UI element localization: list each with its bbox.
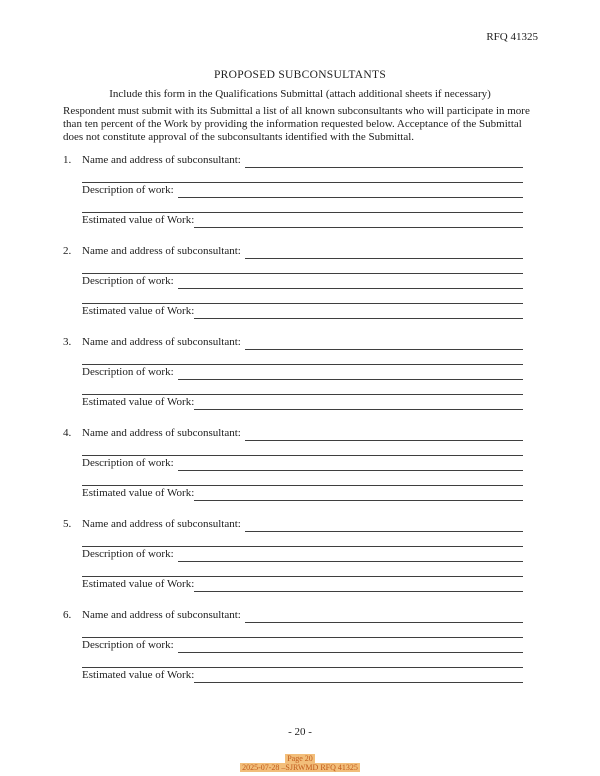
intro-line-1: Respondent must submit with its Submittal a list of all known subconsultants who will participate in more (63, 105, 530, 117)
subconsultant-item (63, 607, 523, 683)
name-label: Name and address of subconsultant: (82, 518, 241, 530)
description-label: Description of work: (82, 457, 174, 469)
name-field-line[interactable] (245, 607, 523, 623)
item-number: 4. (63, 427, 72, 439)
intro-paragraph (63, 105, 540, 144)
estimated-value-field-line[interactable] (194, 395, 523, 410)
form-items (63, 152, 523, 683)
name-field-line-2[interactable] (82, 350, 523, 365)
name-field-line-2[interactable] (82, 168, 523, 183)
name-field-line[interactable] (245, 516, 523, 532)
name-field-line-2[interactable] (82, 259, 523, 274)
description-field-line-2[interactable] (82, 471, 523, 486)
footer-annotation (0, 754, 600, 772)
description-field-line-2[interactable] (82, 198, 523, 213)
intro-line-2: than ten percent of the Work by providing the information requested below. Acceptance of the Submittal (63, 118, 522, 130)
description-field-line[interactable] (178, 547, 523, 562)
item-number: 6. (63, 609, 72, 621)
description-field-line[interactable] (178, 456, 523, 471)
description-label: Description of work: (82, 639, 174, 651)
estimated-value-field-line[interactable] (194, 213, 523, 228)
estimated-value-label: Estimated value of Work: (82, 396, 195, 408)
subconsultant-item (63, 425, 523, 501)
name-label: Name and address of subconsultant: (82, 154, 241, 166)
description-field-line-2[interactable] (82, 380, 523, 395)
item-number: 5. (63, 518, 72, 530)
estimated-value-field-line[interactable] (194, 668, 523, 683)
estimated-value-field-line[interactable] (194, 304, 523, 319)
page-subtitle: Include this form in the Qualifications Submittal (attach additional sheets if necessary) (109, 88, 491, 100)
page-number: - 20 - (288, 726, 312, 738)
item-number: 2. (63, 245, 72, 257)
name-label: Name and address of subconsultant: (82, 427, 241, 439)
estimated-value-field-line[interactable] (194, 577, 523, 592)
rfq-reference: RFQ 41325 (486, 31, 538, 43)
estimated-value-field-line[interactable] (194, 486, 523, 501)
name-field-line[interactable] (245, 243, 523, 259)
subconsultant-item (63, 152, 523, 228)
name-field-line-2[interactable] (82, 623, 523, 638)
name-field-line-2[interactable] (82, 532, 523, 547)
description-label: Description of work: (82, 275, 174, 287)
annotation-page-label: Page 20 (287, 754, 313, 763)
estimated-value-label: Estimated value of Work: (82, 578, 195, 590)
description-field-line[interactable] (178, 365, 523, 380)
name-field-line-2[interactable] (82, 441, 523, 456)
annotation-doc-ref: 2025-07-28 –SJRWMD RFQ 41325 (242, 763, 358, 772)
name-field-line[interactable] (245, 334, 523, 350)
name-label: Name and address of subconsultant: (82, 336, 241, 348)
intro-line-3: does not constitute approval of the subconsultants identified with the Submittal. (63, 131, 415, 143)
subconsultant-item (63, 334, 523, 410)
name-label: Name and address of subconsultant: (82, 609, 241, 621)
description-field-line[interactable] (178, 274, 523, 289)
item-number: 3. (63, 336, 72, 348)
description-field-line-2[interactable] (82, 653, 523, 668)
name-field-line[interactable] (245, 152, 523, 168)
description-field-line-2[interactable] (82, 562, 523, 577)
estimated-value-label: Estimated value of Work: (82, 669, 195, 681)
description-field-line[interactable] (178, 183, 523, 198)
name-label: Name and address of subconsultant: (82, 245, 241, 257)
page-title: PROPOSED SUBCONSULTANTS (213, 69, 387, 81)
estimated-value-label: Estimated value of Work: (82, 487, 195, 499)
item-number: 1. (63, 154, 72, 166)
description-label: Description of work: (82, 548, 174, 560)
subconsultant-item (63, 243, 523, 319)
subconsultant-item (63, 516, 523, 592)
name-field-line[interactable] (245, 425, 523, 441)
description-field-line-2[interactable] (82, 289, 523, 304)
description-label: Description of work: (82, 366, 174, 378)
description-field-line[interactable] (178, 638, 523, 653)
estimated-value-label: Estimated value of Work: (82, 214, 195, 226)
estimated-value-label: Estimated value of Work: (82, 305, 195, 317)
description-label: Description of work: (82, 184, 174, 196)
